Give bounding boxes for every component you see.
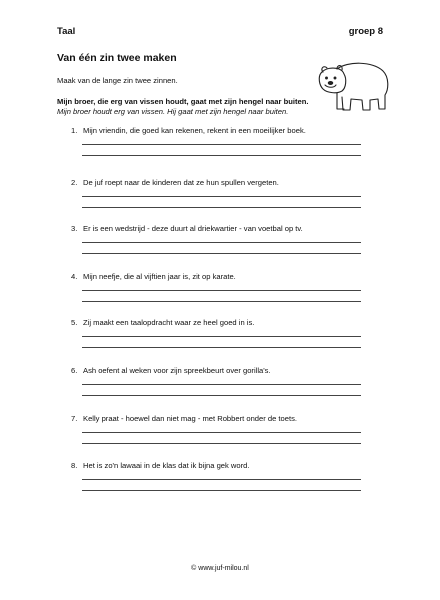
question-7 [71, 414, 297, 423]
question-4 [71, 272, 236, 281]
question-number: 7. [71, 414, 78, 423]
answer-line[interactable] [82, 395, 361, 396]
question-text: Er is een wedstrijd - deze duurt al driekwartier - van voetbal op tv. [83, 224, 303, 233]
question-number: 3. [71, 224, 78, 233]
question-text: Mijn vriendin, die goed kan rekenen, rekent in een moeilijker boek. [83, 126, 306, 135]
answer-line[interactable] [82, 253, 361, 254]
question-number: 5. [71, 318, 78, 327]
example-sentence: Mijn broer, die erg van vissen houdt, gaat met zijn hengel naar buiten. [57, 97, 309, 106]
question-2 [71, 178, 279, 187]
question-1 [71, 126, 306, 135]
answer-line[interactable] [82, 196, 361, 197]
instruction-text: Maak van de lange zin twee zinnen. [57, 76, 178, 85]
answer-line[interactable] [82, 443, 361, 444]
page-title: Van één zin twee maken [57, 52, 177, 64]
question-5 [71, 318, 254, 327]
question-text: Het is zo'n lawaai in de klas dat ik bijna gek word. [83, 461, 250, 470]
question-text: Mijn neefje, die al vijftien jaar is, zit op karate. [83, 272, 236, 281]
answer-line[interactable] [82, 301, 361, 302]
question-text: Ash oefent al weken voor zijn spreekbeurt over gorilla's. [83, 366, 271, 375]
answer-line[interactable] [82, 207, 361, 208]
answer-line[interactable] [82, 290, 361, 291]
question-text: De juf roept naar de kinderen dat ze hun spullen vergeten. [83, 178, 279, 187]
answer-line[interactable] [82, 490, 361, 491]
example-answer: Mijn broer houdt erg van vissen. Hij gaat met zijn hengel naar buiten. [57, 107, 289, 116]
answer-line[interactable] [82, 155, 361, 156]
answer-line[interactable] [82, 384, 361, 385]
question-number: 8. [71, 461, 78, 470]
question-6 [71, 366, 271, 375]
answer-line[interactable] [82, 144, 361, 145]
question-number: 6. [71, 366, 78, 375]
question-number: 4. [71, 272, 78, 281]
footer-credit: © www.juf-milou.nl [191, 565, 249, 572]
question-text: Kelly praat - hoewel dan niet mag - met Robbert onder de toets. [83, 414, 298, 423]
answer-line[interactable] [82, 432, 361, 433]
subject-label: Taal [57, 26, 76, 37]
question-number: 1. [71, 126, 78, 135]
bear-icon [315, 55, 390, 115]
question-text: Zij maakt een taalopdracht waar ze heel goed in is. [83, 318, 255, 327]
answer-line[interactable] [82, 336, 361, 337]
answer-line[interactable] [82, 347, 361, 348]
group-label: groep 8 [348, 26, 383, 37]
answer-line[interactable] [82, 242, 361, 243]
question-number: 2. [71, 178, 78, 187]
question-8 [71, 461, 250, 470]
answer-line[interactable] [82, 479, 361, 480]
question-3 [71, 224, 303, 233]
